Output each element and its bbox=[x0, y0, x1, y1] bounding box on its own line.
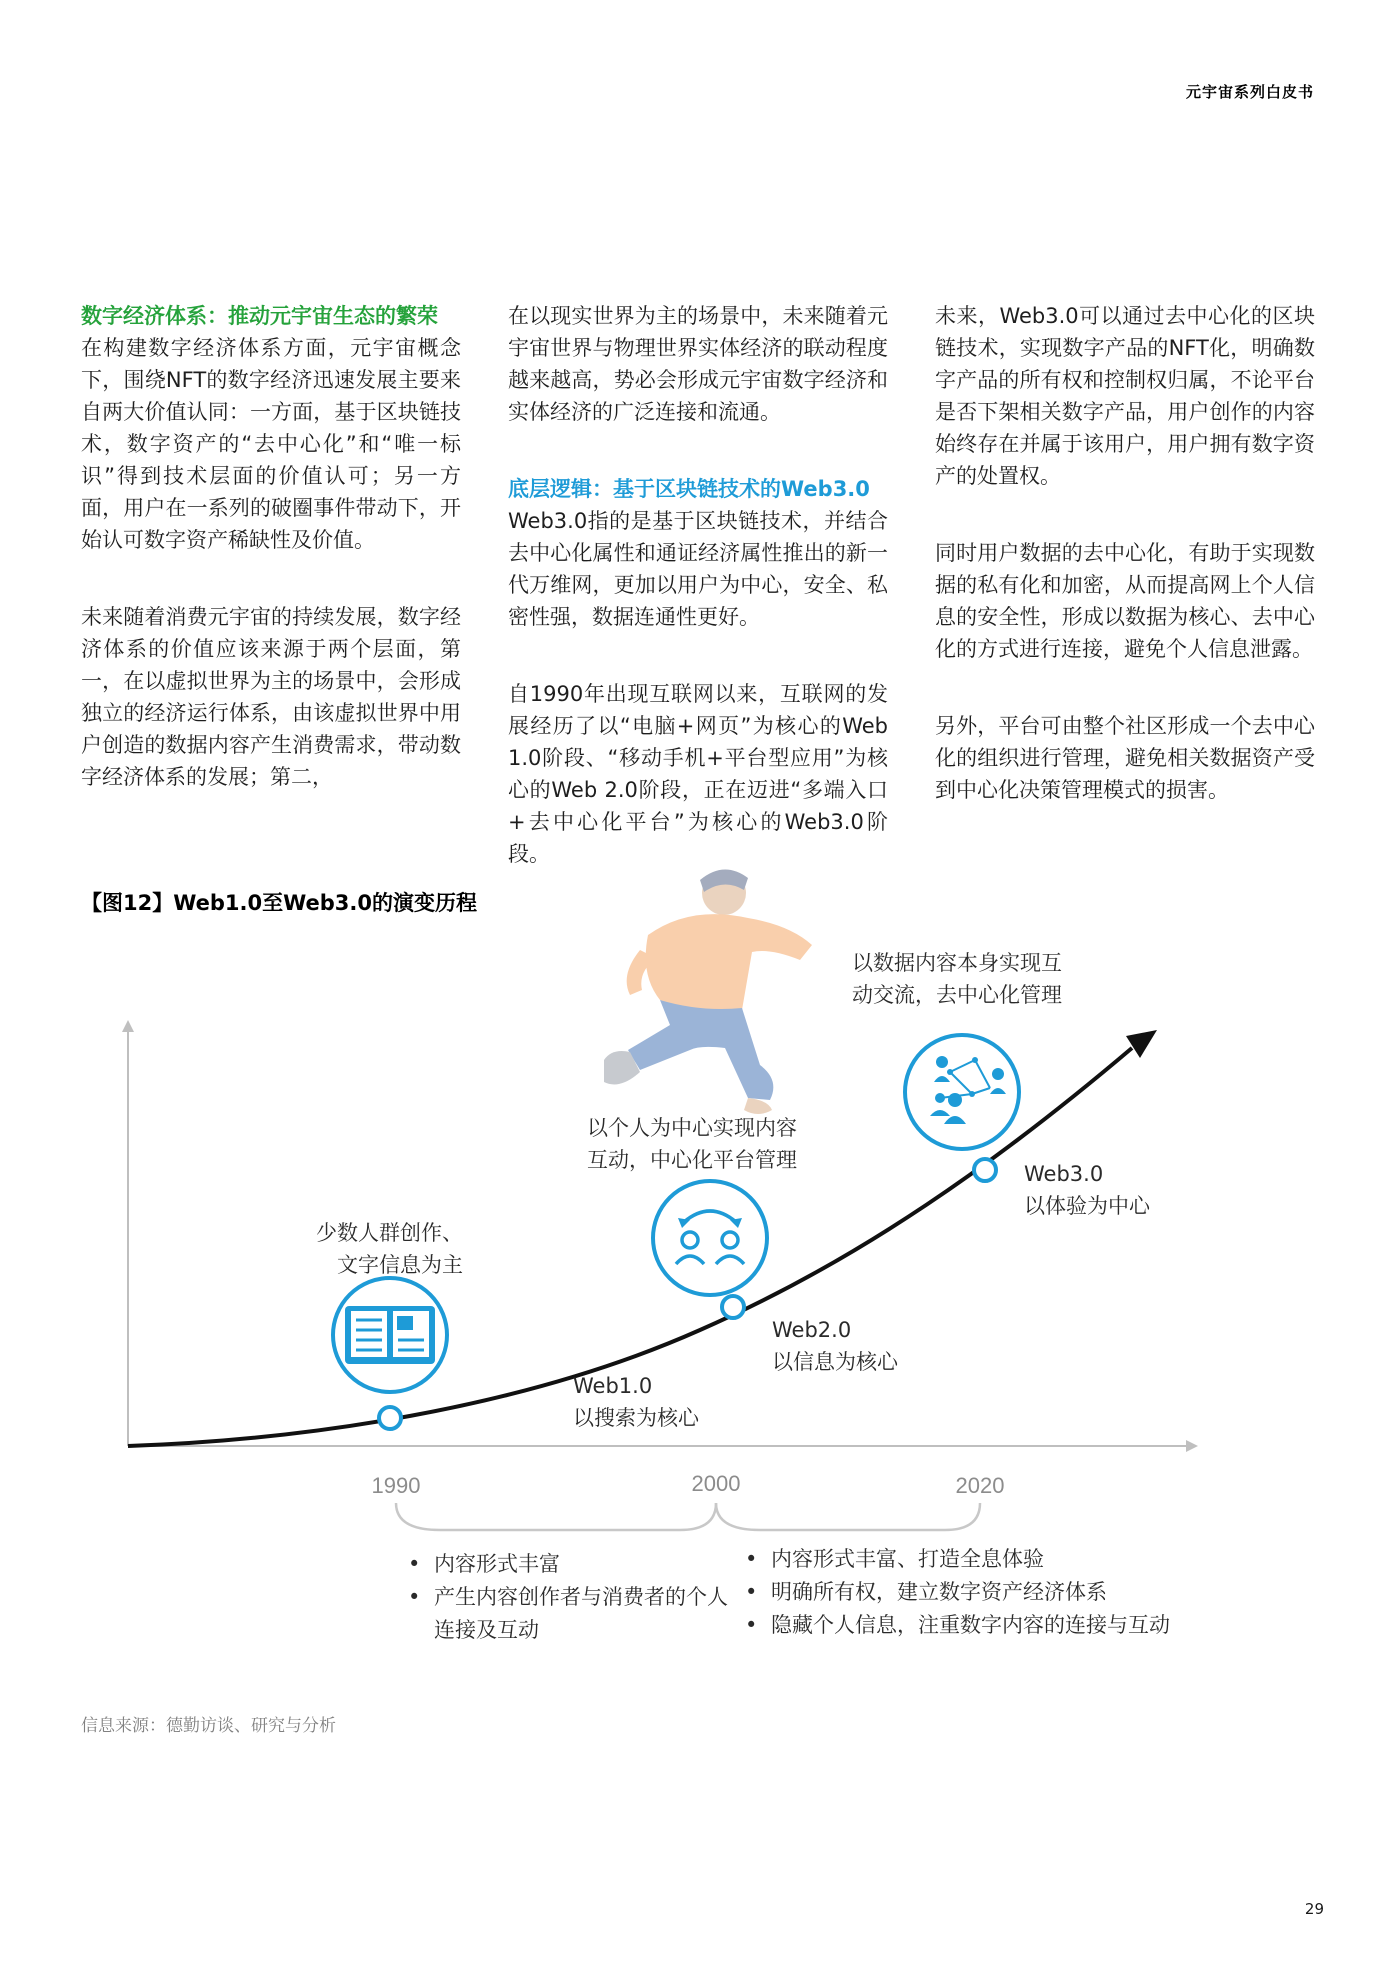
year-label: 1990 bbox=[371, 1473, 421, 1498]
milestone-point-web1 bbox=[379, 1407, 401, 1429]
paragraph: 在以现实世界为主的场景中，未来随着元宇宙世界与物理世界实体经济的联动程度越来越高，势必会形成元宇宙数字经济和实体经济的广泛连接和流通。 bbox=[508, 304, 888, 424]
list-item: • 隐藏个人信息，注重数字内容的连接与互动 bbox=[745, 1609, 1305, 1642]
bullet-list-web3 bbox=[745, 1543, 1305, 1642]
paragraph: 在构建数字经济体系方面，元宇宙概念下，围绕NFT的数字经济迅速发展主要来自两大价值认同：一方面，基于区块链技术，数字资产的“去中心化”和“唯一标识”得到技术层面的价值认可；另一方面，用户在一系列的破圈事件带动下，开始认可数字资产稀缺性及价值。 bbox=[81, 336, 461, 552]
page-number: 29 bbox=[1304, 1900, 1324, 1918]
section-heading-web3: 底层逻辑：基于区块链技术的Web3.0 bbox=[508, 477, 870, 501]
paragraph: 同时用户数据的去中心化，有助于实现数据的私有化和加密，从而提高网上个人信息的安全性，形成以数据为核心、去中心化的方式进行连接，避免个人信息泄露。 bbox=[935, 541, 1315, 661]
paragraph: 未来，Web3.0可以通过去中心化的区块链技术，实现数字产品的NFT化，明确数字产品的所有权和控制权归属，不论平台是否下架相关数字产品，用户创作的内容始终存在并属于该用户，用户拥有数字资产的处置权。 bbox=[935, 304, 1315, 488]
stage-name-web3: Web3.0 bbox=[1024, 1162, 1104, 1186]
book-icon bbox=[333, 1278, 447, 1392]
period-arc-1990-2000 bbox=[396, 1503, 716, 1530]
list-item: • 内容形式丰富 bbox=[408, 1548, 728, 1581]
stage-focus-web1: 以搜索为核心 bbox=[573, 1406, 699, 1430]
stage-desc-web3-line1: 以数据内容本身实现互 bbox=[852, 951, 1062, 975]
stage-desc-web1-line2: 文字信息为主 bbox=[337, 1253, 463, 1277]
stage-desc-web2-line1: 以个人为中心实现内容 bbox=[587, 1116, 797, 1140]
stage-name-web2: Web2.0 bbox=[772, 1318, 852, 1342]
period-arc-2000-2020 bbox=[716, 1503, 980, 1530]
paragraph: 未来随着消费元宇宙的持续发展，数字经济体系的价值应该来源于两个层面，第一，在以虚拟世界为主的场景中，会形成独立的经济运行体系，由该虚拟世界中用户创造的数据内容产生消费需求，带动数字经济体系的发展；第二， bbox=[81, 605, 461, 789]
header-title: 元宇宙系列白皮书 bbox=[1185, 83, 1314, 101]
year-label: 2020 bbox=[955, 1473, 1005, 1498]
y-axis-arrow bbox=[122, 1020, 134, 1032]
running-person-illustration bbox=[604, 869, 812, 1114]
curve-arrowhead bbox=[1126, 1030, 1157, 1058]
list-item: • 产生内容创作者与消费者的个人连接及互动 bbox=[408, 1581, 728, 1647]
list-item: • 明确所有权，建立数字资产经济体系 bbox=[745, 1576, 1305, 1609]
network-people-icon bbox=[905, 1035, 1019, 1149]
list-item: • 内容形式丰富、打造全息体验 bbox=[745, 1543, 1305, 1576]
milestone-point-web2 bbox=[722, 1296, 744, 1318]
milestone-point-web3 bbox=[974, 1159, 996, 1181]
year-label: 2000 bbox=[691, 1471, 741, 1496]
stage-desc-web2-line2: 互动，中心化平台管理 bbox=[587, 1148, 797, 1172]
paragraph: 另外，平台可由整个社区形成一个去中心化的组织进行管理，避免相关数据资产受到中心化决策管理模式的损害。 bbox=[935, 714, 1315, 802]
x-axis-arrow bbox=[1186, 1440, 1198, 1452]
paragraph: 自1990年出现互联网以来，互联网的发展经历了以“电脑+网页”为核心的Web 1.0阶段、“移动手机+平台型应用”为核心的Web 2.0阶段，正在迈进“多端入口+去中心化平台”为核心的Web3.0阶段。 bbox=[508, 682, 888, 866]
section-heading-digital-economy: 数字经济体系：推动元宇宙生态的繁荣 bbox=[81, 304, 438, 328]
bullet-list-web2 bbox=[408, 1548, 728, 1647]
stage-focus-web3: 以体验为中心 bbox=[1024, 1194, 1150, 1218]
people-exchange-icon bbox=[653, 1181, 767, 1295]
figure-title: 【图12】Web1.0至Web3.0的演变历程 bbox=[81, 891, 478, 915]
stage-desc-web3-line2: 动交流，去中心化管理 bbox=[852, 983, 1062, 1007]
stage-desc-web1-line1: 少数人群创作、 bbox=[316, 1221, 463, 1245]
paragraph: Web3.0指的是基于区块链技术，并结合去中心化属性和通证经济属性推出的新一代万维网，更加以用户为中心，安全、私密性强，数据连通性更好。 bbox=[508, 509, 888, 629]
source-note: 信息来源：德勤访谈、研究与分析 bbox=[81, 1716, 336, 1736]
stage-focus-web2: 以信息为核心 bbox=[772, 1350, 898, 1374]
stage-name-web1: Web1.0 bbox=[573, 1374, 653, 1398]
